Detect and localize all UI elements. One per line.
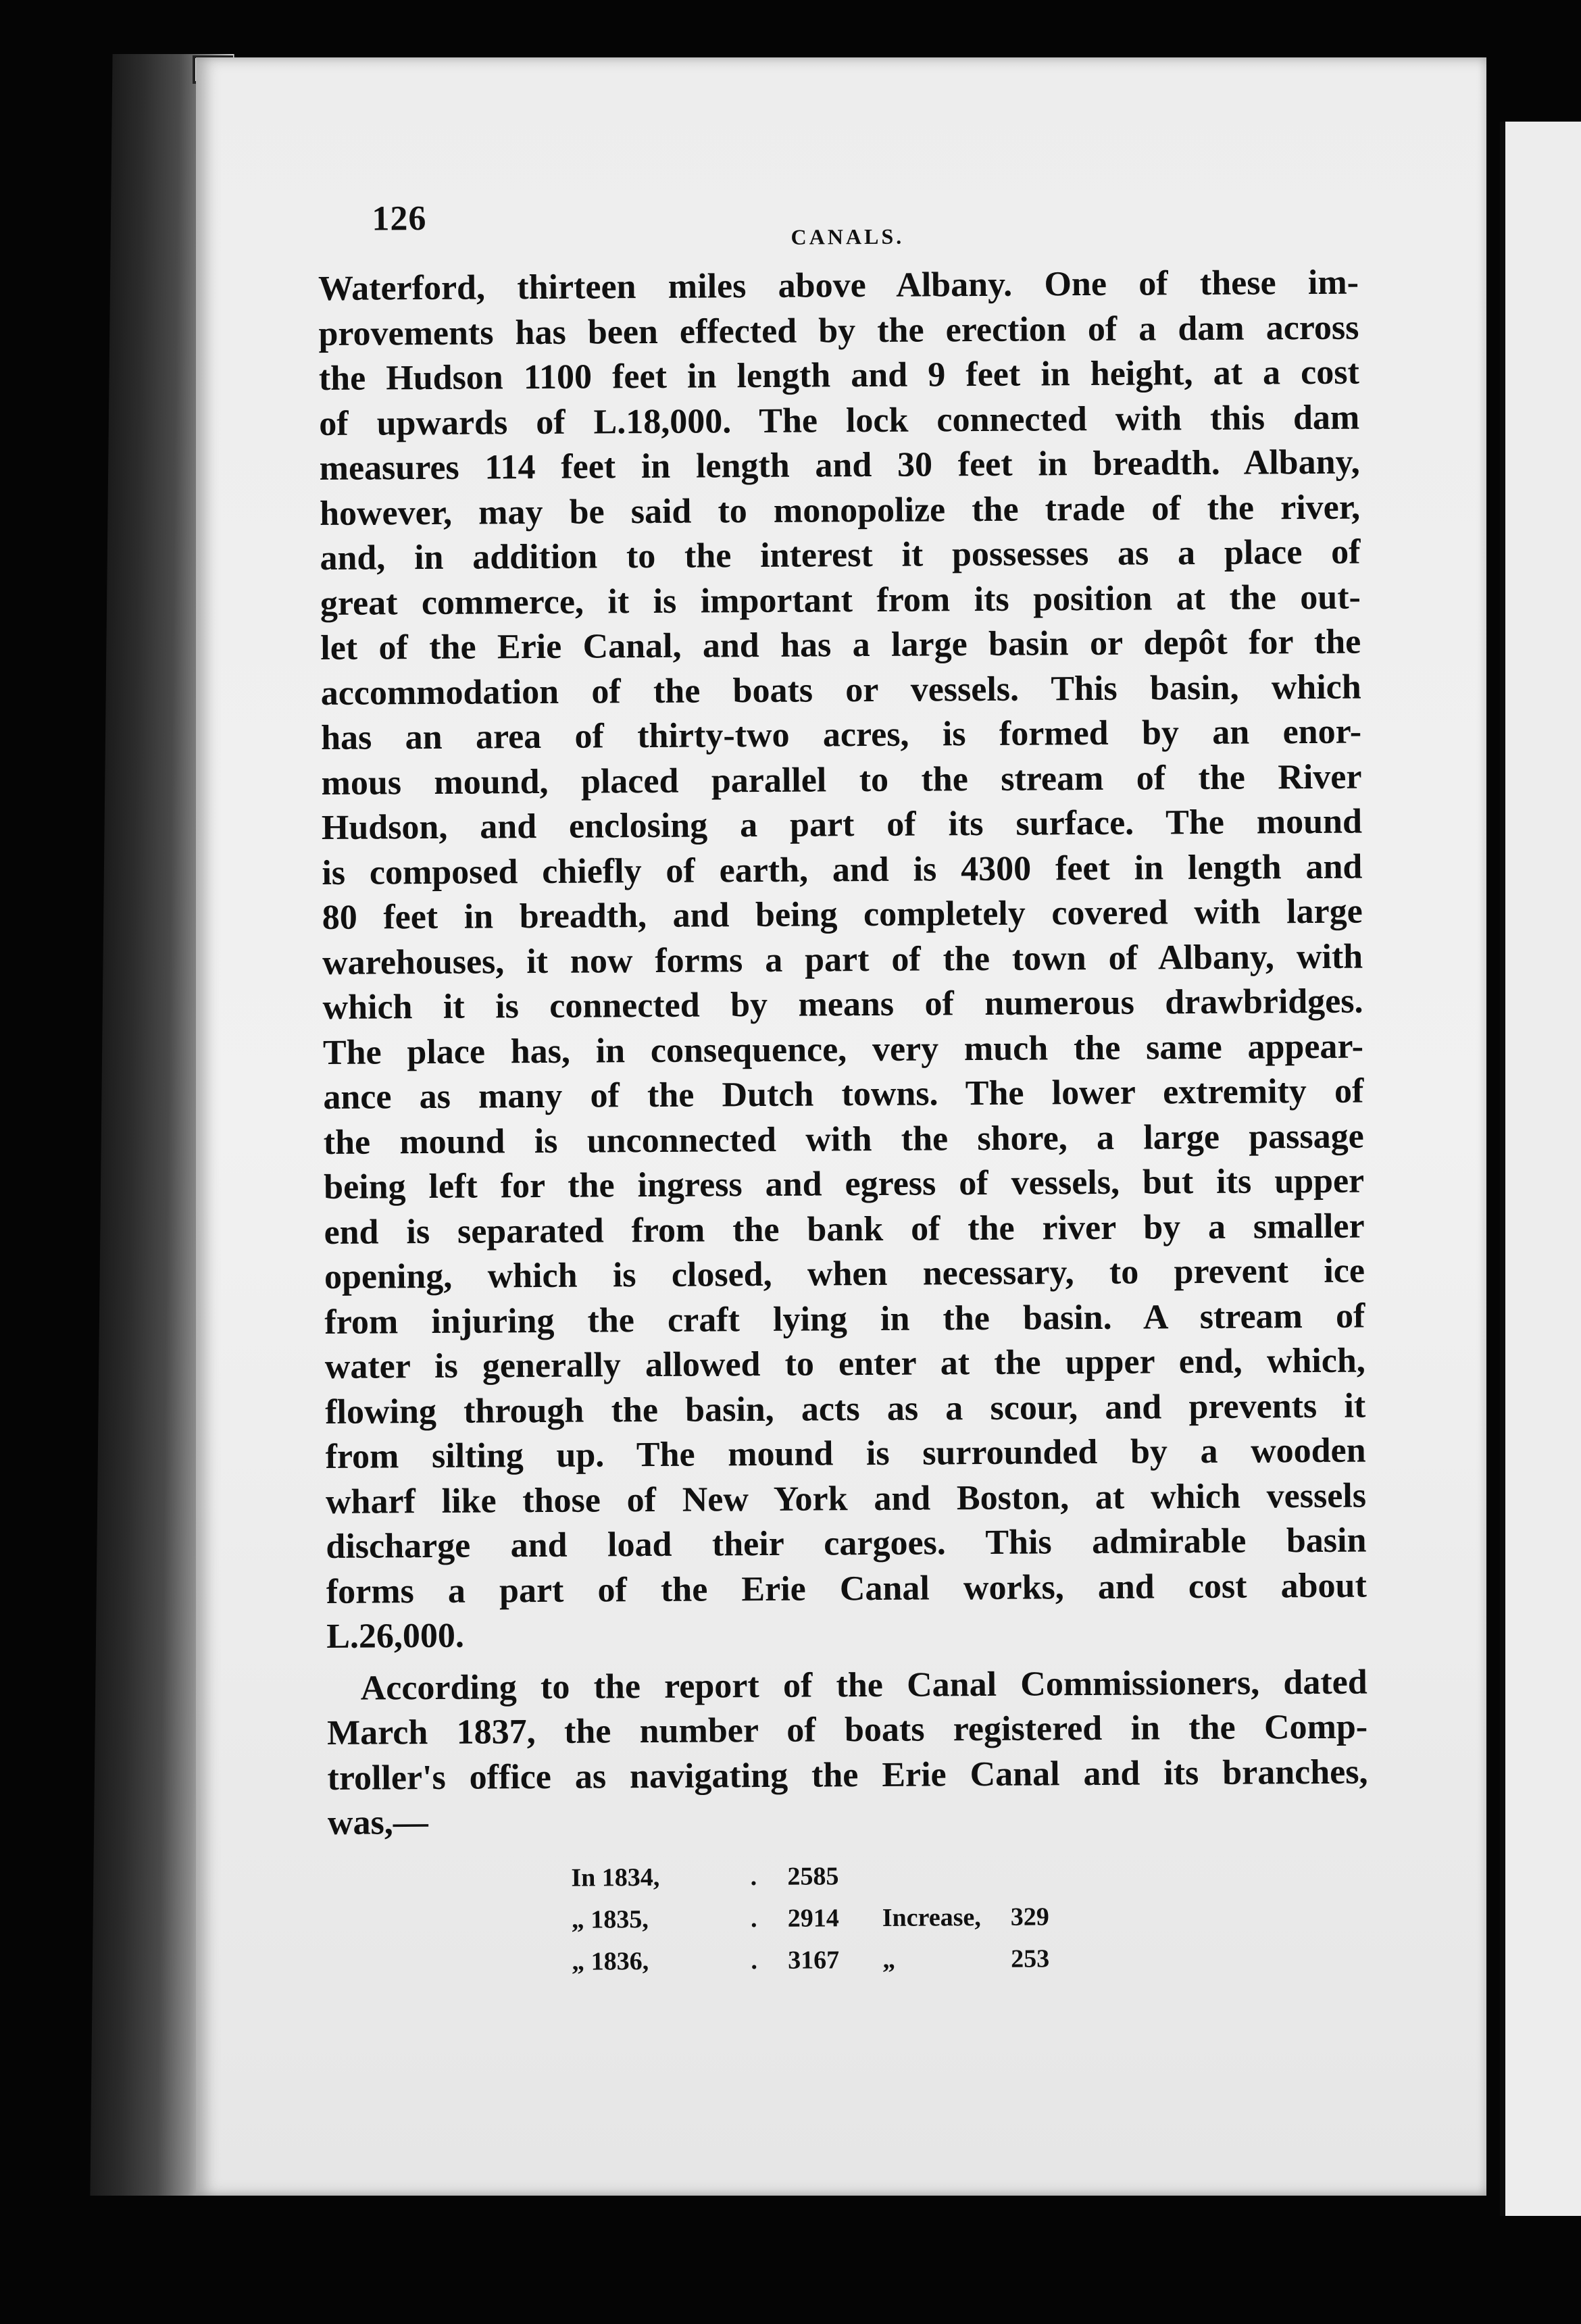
year-cell: In 1834,: [571, 1863, 660, 1892]
text-line: 80 feet in breadth, and being completely covered with large: [322, 892, 1363, 937]
leader-dot: .: [750, 1862, 757, 1891]
increase-label-cell: Increase,: [882, 1902, 981, 1932]
year-cell: „ 1836,: [572, 1946, 649, 1976]
leader-dot: .: [750, 1904, 757, 1933]
increase-label-cell: „: [882, 1945, 896, 1974]
text-line: March 1837, the number of boats registered in the Comp-: [326, 1707, 1368, 1752]
text-line: measures 114 feet in length and 30 feet in breadth. Albany,: [319, 443, 1360, 488]
text-line: the mound is unconnected with the shore, a large passage: [323, 1117, 1364, 1162]
boats-count-cell: 3167: [788, 1945, 840, 1975]
text-line: of upwards of L.18,000. The lock connected with this dam: [319, 398, 1360, 443]
boats-count-cell: 2914: [787, 1903, 839, 1933]
text-line: has an area of thirty-two acres, is formed by an enor-: [320, 712, 1362, 757]
text-line: Waterford, thirteen miles above Albany. One of these im-: [318, 263, 1359, 308]
text-line: flowing through the basin, acts as a scour, and prevents it: [325, 1386, 1366, 1432]
text-line: discharge and load their cargoes. This admirable basin: [326, 1521, 1367, 1566]
page-text-block: [318, 166, 1369, 1984]
page-header: [318, 166, 1359, 267]
text-line: ance as many of the Dutch towns. The lower extremity of: [323, 1071, 1364, 1117]
text-line: forms a part of the Erie Canal works, and cost about: [326, 1566, 1367, 1611]
increase-value-cell: 253: [1011, 1944, 1050, 1973]
text-line: which it is connected by means of numerous drawbridges.: [322, 982, 1363, 1027]
text-line: warehouses, it now forms a part of the town of Albany, with: [322, 937, 1363, 982]
table-row: [571, 1852, 1368, 1898]
text-line: troller's office as navigating the Erie Canal and its branches,: [327, 1752, 1368, 1798]
boat-registration-table: [571, 1852, 1369, 1982]
table-row: [572, 1936, 1369, 1982]
text-line: from silting up. The mound is surrounded by a wooden: [325, 1431, 1366, 1476]
text-line: is composed chiefly of earth, and is 4300 feet in length and: [322, 847, 1363, 892]
text-line: being left for the ingress and egress of vessels, but its upper: [324, 1161, 1365, 1207]
text-line: provements has been effected by the erection of a dam across: [318, 308, 1359, 353]
running-head: CANALS.: [790, 224, 905, 249]
increase-value-cell: [1010, 1854, 1078, 1896]
boats-count-cell: 2585: [787, 1861, 839, 1891]
text-line: let of the Erie Canal, and has a large basin or depôt for the: [320, 622, 1361, 667]
page-number: 126: [372, 199, 427, 238]
text-line: water is generally allowed to enter at the upper end, which,: [324, 1341, 1365, 1386]
increase-label-cell: [882, 1854, 1010, 1896]
text-line: end is separated from the bank of the river by a smaller: [324, 1207, 1365, 1252]
text-line: The place has, in consequence, very much the same appear-: [322, 1027, 1364, 1072]
facing-page-edge: [1500, 122, 1581, 2216]
text-line: opening, which is closed, when necessary, to prevent ice: [324, 1251, 1365, 1296]
text-line: the Hudson 1100 feet in length and 9 feet in height, at a cost: [318, 353, 1360, 398]
text-line: According to the report of the Canal Commissioners, dated: [360, 1663, 1367, 1708]
body-paragraph-2: [327, 1660, 1369, 1846]
leader-dot: .: [751, 1946, 758, 1975]
text-line: L.26,000.: [326, 1616, 465, 1656]
text-line: Hudson, and enclosing a part of its surface. The mound: [321, 802, 1363, 847]
text-line: from injuring the craft lying in the basin. A stream of: [324, 1296, 1365, 1342]
table-row: [572, 1894, 1369, 1940]
text-line: great commerce, it is important from its position at the out-: [320, 578, 1361, 623]
body-paragraph-1: [318, 261, 1367, 1660]
text-line: accommodation of the boats or vessels. This basin, which: [320, 667, 1361, 713]
text-line: was,—: [327, 1803, 428, 1842]
year-cell: „ 1835,: [571, 1904, 649, 1934]
text-line: wharf like those of New York and Boston, at which vessels: [325, 1476, 1367, 1521]
text-line: however, may be said to monopolize the trade of the river,: [319, 488, 1361, 533]
text-line: mous mound, placed parallel to the stream of the River: [321, 757, 1362, 803]
increase-value-cell: 329: [1010, 1902, 1049, 1931]
text-line: and, in addition to the interest it possesses as a place of: [320, 532, 1361, 578]
